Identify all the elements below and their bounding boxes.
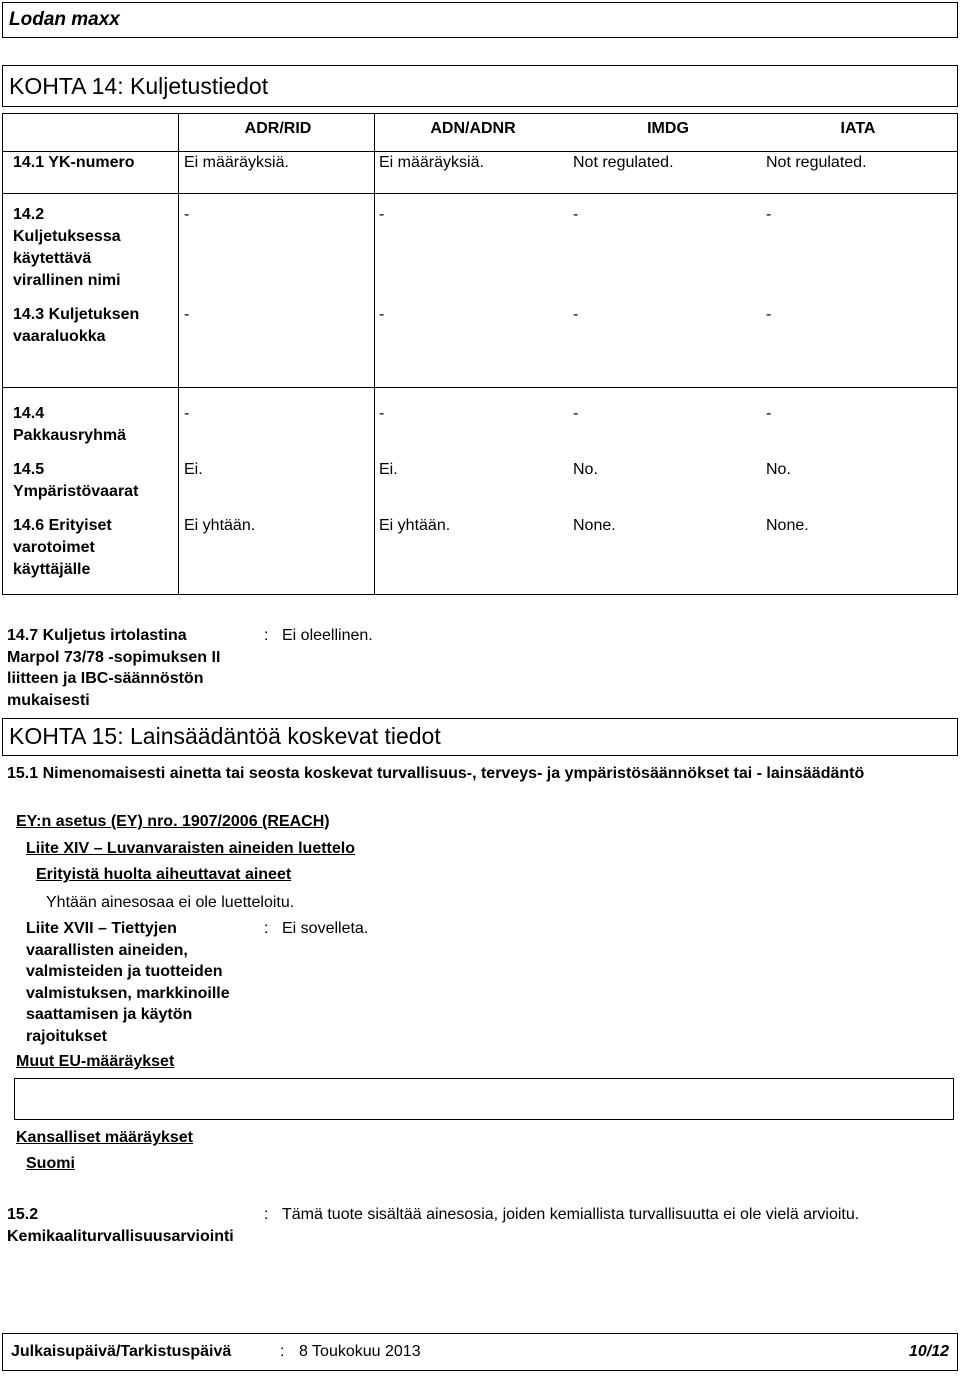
document-footer xyxy=(2,1333,958,1371)
table-divider xyxy=(3,387,957,388)
column-header-imdg: IMDG xyxy=(647,120,689,137)
footer-date-label: Julkaisupäivä/Tarkistuspäivä xyxy=(11,1343,232,1360)
chemical-safety-assessment-label: 15.2 Kemikaaliturvallisuusarviointi xyxy=(7,1206,234,1245)
chemical-safety-assessment-value: Tämä tuote sisältää ainesosia, joiden kemiallista turvallisuutta ei ole vielä arvioitu. xyxy=(282,1206,860,1223)
table-cell: - xyxy=(766,405,772,422)
reach-heading: EY:n asetus (EY) nro. 1907/2006 (REACH) xyxy=(16,813,330,830)
annex-xvii-value: Ei sovelleta. xyxy=(282,920,369,937)
national-regulations-heading: Kansalliset määräykset xyxy=(16,1129,193,1146)
page-number: 10/12 xyxy=(908,1343,949,1360)
row-label-shipping-name: 14.2 Kuljetuksessa käytettävä virallinen nimi xyxy=(13,206,121,289)
regulations-subtitle: 15.1 Nimenomaisesti ainetta tai seosta koskevat turvallisuus-, terveys- ja ympäristösäännökset tai - lainsäädäntö xyxy=(7,765,865,782)
svhc-heading: Erityistä huolta aiheuttavat aineet xyxy=(36,866,292,883)
section-15-title: KOHTA 15: Lainsäädäntöä koskevat tiedot xyxy=(9,723,441,749)
annex-xvii-label: Liite XVII – Tiettyjen vaarallisten aineiden, valmisteiden ja tuotteiden valmistuksen, markkinoille saattamisen ja käytön rajoitukset xyxy=(26,920,230,1045)
table-divider xyxy=(3,193,957,194)
table-cell: Not regulated. xyxy=(573,154,674,171)
table-cell: None. xyxy=(573,517,616,534)
table-cell: - xyxy=(379,306,385,323)
separator: : xyxy=(264,627,269,644)
table-cell: - xyxy=(379,405,385,422)
table-cell: - xyxy=(573,306,579,323)
table-cell: Ei määräyksiä. xyxy=(379,154,484,171)
bulk-transport-value: Ei oleellinen. xyxy=(282,627,373,644)
bulk-transport-label: 14.7 Kuljetus irtolastina Marpol 73/78 -sopimuksen II liitteen ja IBC-säännöstön mukaisesti xyxy=(7,627,221,709)
separator: : xyxy=(264,1206,269,1223)
table-cell: Ei yhtään. xyxy=(379,517,451,534)
table-cell: - xyxy=(766,306,772,323)
table-cell: - xyxy=(766,206,772,223)
table-cell: Not regulated. xyxy=(766,154,867,171)
column-header-iata: IATA xyxy=(840,120,876,137)
row-label-environmental-hazards: 14.5 Ympäristövaarat xyxy=(13,461,139,500)
row-label-un-number: 14.1 YK-numero xyxy=(13,154,135,171)
section-14-title-box xyxy=(2,65,958,107)
table-divider xyxy=(178,114,179,594)
table-cell: None. xyxy=(766,517,809,534)
document-header xyxy=(2,2,958,38)
table-cell: No. xyxy=(573,461,598,478)
table-cell: - xyxy=(184,306,190,323)
separator: : xyxy=(280,1343,285,1360)
table-cell: Ei määräyksiä. xyxy=(184,154,289,171)
table-cell: Ei. xyxy=(379,461,398,478)
table-cell: - xyxy=(184,206,190,223)
column-header-adr: ADR/RID xyxy=(244,120,312,137)
row-label-packing-group: 14.4 Pakkausryhmä xyxy=(13,405,126,444)
annex-xiv-heading: Liite XIV – Luvanvaraisten aineiden luettelo xyxy=(26,840,355,857)
table-cell: No. xyxy=(766,461,791,478)
table-cell: - xyxy=(573,405,579,422)
table-divider xyxy=(374,114,375,594)
row-label-special-precautions: 14.6 Erityiset varotoimet käyttäjälle xyxy=(13,517,112,578)
section-15-title-box xyxy=(2,718,958,756)
column-header-adn: ADN/ADNR xyxy=(430,120,516,137)
table-cell: - xyxy=(573,206,579,223)
table-cell: Ei. xyxy=(184,461,203,478)
other-eu-regulations-heading: Muut EU-määräykset xyxy=(16,1053,175,1070)
other-eu-regulations-box xyxy=(14,1078,954,1120)
table-cell: - xyxy=(379,206,385,223)
separator: : xyxy=(264,920,269,937)
svhc-text: Yhtään ainesosaa ei ole luetteloitu. xyxy=(46,894,295,911)
footer-date: 8 Toukokuu 2013 xyxy=(299,1343,421,1360)
table-cell: Ei yhtään. xyxy=(184,517,256,534)
table-cell: - xyxy=(184,405,190,422)
product-name: Lodan maxx xyxy=(9,9,120,30)
transport-table xyxy=(2,113,958,595)
country-heading: Suomi xyxy=(26,1155,75,1172)
row-label-hazard-class: 14.3 Kuljetuksen vaaraluokka xyxy=(13,306,140,345)
section-14-title: KOHTA 14: Kuljetustiedot xyxy=(9,73,269,99)
